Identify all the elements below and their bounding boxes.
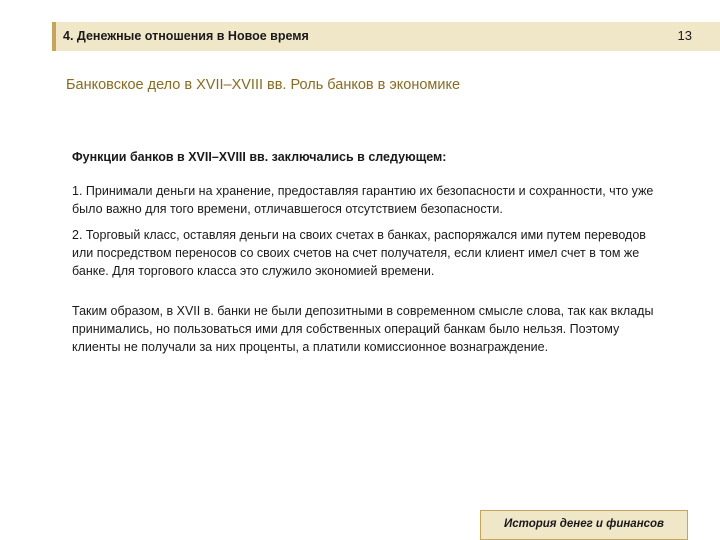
content-heading: Функции банков в XVII–XVIII вв. заключались в следующем: [72, 150, 447, 164]
slide-subtitle: Банковское дело в XVII–XVIII вв. Роль банков в экономике [66, 77, 461, 93]
footer-label: История денег и финансов [503, 518, 665, 530]
list-item-2: 2. Торговый класс, оставляя деньги на своих счетах в банках, распоряжался ими путем переводов или посредством переносов со своих счетов на счет получателя, если клиент имел счет в том же банке. Для торгового класса это служило экономией времени. [72, 228, 646, 278]
list-item-1: 1. Принимали деньги на хранение, предоставляя гарантию их безопасности и сохранности, что уже было важно для того времени, отличавшегося отсутствием безопасности. [72, 184, 654, 216]
slide-content [72, 148, 662, 356]
conclusion-paragraph: Таким образом, в XVII в. банки не были депозитными в современном смысле слова, так как вклады принимались, но пользоваться ими для собственных операций банкам было нельзя. Поэтому клиенты не получали за них проценты, а платили комиссионное вознаграждение. [72, 304, 654, 354]
section-title: 4. Денежные отношения в Новое время [63, 29, 309, 43]
header-accent [52, 22, 56, 51]
page-number: 13 [677, 28, 692, 43]
footer-box [480, 510, 688, 540]
